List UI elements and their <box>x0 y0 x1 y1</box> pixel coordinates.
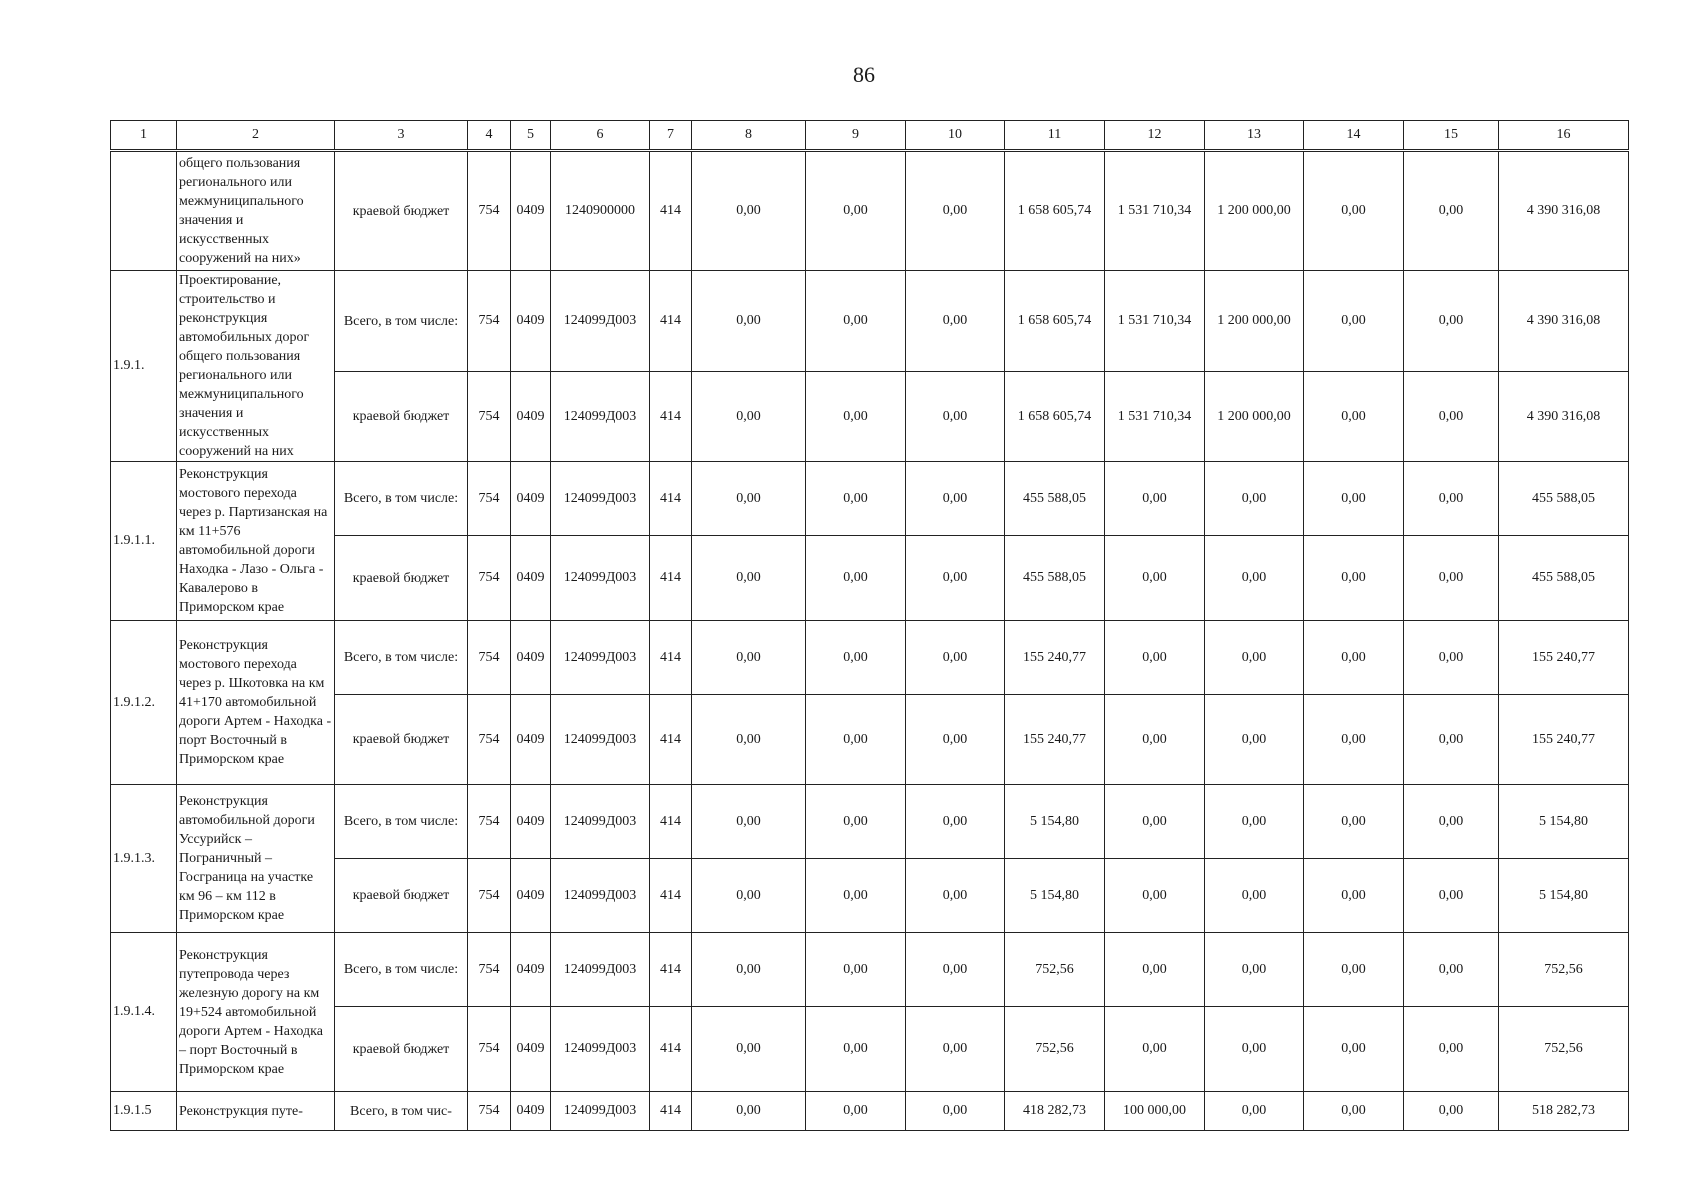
cell-c8: 0,00 <box>692 933 806 1007</box>
cell-c12: 0,00 <box>1105 695 1205 785</box>
cell-c14: 0,00 <box>1304 695 1404 785</box>
cell-c7: 414 <box>650 372 692 462</box>
cell-c10: 0,00 <box>906 785 1005 859</box>
cell-c14: 0,00 <box>1304 372 1404 462</box>
cell-c11: 455 588,05 <box>1005 462 1105 536</box>
funding-source: Всего, в том числе: <box>335 462 468 536</box>
cell-c12: 0,00 <box>1105 536 1205 621</box>
cell-c15: 0,00 <box>1404 271 1499 372</box>
cell-c4: 754 <box>468 785 511 859</box>
cell-c13: 0,00 <box>1205 621 1304 695</box>
item-number: 1.9.1.5 <box>111 1092 177 1131</box>
cell-c14: 0,00 <box>1304 859 1404 933</box>
cell-c5: 0409 <box>511 859 551 933</box>
cell-c12: 100 000,00 <box>1105 1092 1205 1131</box>
cell-c10: 0,00 <box>906 271 1005 372</box>
cell-c8: 0,00 <box>692 271 806 372</box>
cell-c4: 754 <box>468 151 511 271</box>
cell-c5: 0409 <box>511 271 551 372</box>
cell-c4: 754 <box>468 933 511 1007</box>
cell-c12: 0,00 <box>1105 462 1205 536</box>
cell-c15: 0,00 <box>1404 621 1499 695</box>
cell-c16: 518 282,73 <box>1499 1092 1629 1131</box>
cell-c9: 0,00 <box>806 933 906 1007</box>
cell-c12: 1 531 710,34 <box>1105 271 1205 372</box>
cell-c6: 124099Д003 <box>551 271 650 372</box>
cell-c14: 0,00 <box>1304 271 1404 372</box>
cell-c10: 0,00 <box>906 695 1005 785</box>
column-header: 2 <box>177 121 335 151</box>
cell-c15: 0,00 <box>1404 372 1499 462</box>
cell-c8: 0,00 <box>692 372 806 462</box>
cell-c16: 455 588,05 <box>1499 462 1629 536</box>
table-row <box>111 1092 1629 1131</box>
cell-c10: 0,00 <box>906 621 1005 695</box>
cell-c13: 0,00 <box>1205 785 1304 859</box>
cell-c9: 0,00 <box>806 151 906 271</box>
cell-c6: 124099Д003 <box>551 933 650 1007</box>
cell-c13: 1 200 000,00 <box>1205 271 1304 372</box>
cell-c4: 754 <box>468 271 511 372</box>
item-number <box>111 151 177 271</box>
cell-c6: 124099Д003 <box>551 621 650 695</box>
cell-c13: 1 200 000,00 <box>1205 151 1304 271</box>
item-number: 1.9.1.4. <box>111 933 177 1092</box>
column-header: 4 <box>468 121 511 151</box>
cell-c12: 1 531 710,34 <box>1105 151 1205 271</box>
cell-c5: 0409 <box>511 536 551 621</box>
cell-c13: 0,00 <box>1205 695 1304 785</box>
funding-source: краевой бюджет <box>335 695 468 785</box>
item-number: 1.9.1. <box>111 271 177 462</box>
cell-c14: 0,00 <box>1304 536 1404 621</box>
cell-c9: 0,00 <box>806 621 906 695</box>
cell-c16: 4 390 316,08 <box>1499 271 1629 372</box>
cell-c12: 0,00 <box>1105 1007 1205 1092</box>
cell-c15: 0,00 <box>1404 695 1499 785</box>
cell-c8: 0,00 <box>692 151 806 271</box>
funding-source: Всего, в том числе: <box>335 621 468 695</box>
cell-c8: 0,00 <box>692 1007 806 1092</box>
cell-c5: 0409 <box>511 785 551 859</box>
cell-c7: 414 <box>650 151 692 271</box>
cell-c7: 414 <box>650 1007 692 1092</box>
cell-c14: 0,00 <box>1304 151 1404 271</box>
cell-c5: 0409 <box>511 462 551 536</box>
cell-c9: 0,00 <box>806 785 906 859</box>
cell-c14: 0,00 <box>1304 1007 1404 1092</box>
cell-c5: 0409 <box>511 372 551 462</box>
cell-c9: 0,00 <box>806 536 906 621</box>
cell-c10: 0,00 <box>906 859 1005 933</box>
cell-c13: 0,00 <box>1205 1092 1304 1131</box>
cell-c14: 0,00 <box>1304 1092 1404 1131</box>
funding-source: краевой бюджет <box>335 536 468 621</box>
cell-c11: 155 240,77 <box>1005 621 1105 695</box>
cell-c10: 0,00 <box>906 536 1005 621</box>
cell-c6: 124099Д003 <box>551 536 650 621</box>
budget-table <box>110 120 1629 1131</box>
cell-c8: 0,00 <box>692 621 806 695</box>
cell-c6: 124099Д003 <box>551 1092 650 1131</box>
cell-c12: 0,00 <box>1105 859 1205 933</box>
page-number: 86 <box>853 62 875 87</box>
cell-c5: 0409 <box>511 621 551 695</box>
cell-c9: 0,00 <box>806 1092 906 1131</box>
cell-c13: 1 200 000,00 <box>1205 372 1304 462</box>
cell-c10: 0,00 <box>906 151 1005 271</box>
column-header: 1 <box>111 121 177 151</box>
cell-c11: 5 154,80 <box>1005 859 1105 933</box>
cell-c7: 414 <box>650 462 692 536</box>
cell-c14: 0,00 <box>1304 621 1404 695</box>
cell-c6: 124099Д003 <box>551 859 650 933</box>
cell-c15: 0,00 <box>1404 859 1499 933</box>
cell-c15: 0,00 <box>1404 462 1499 536</box>
cell-c8: 0,00 <box>692 695 806 785</box>
column-header: 12 <box>1105 121 1205 151</box>
table-row <box>111 933 1629 1007</box>
cell-c11: 5 154,80 <box>1005 785 1105 859</box>
table-row <box>111 151 1629 271</box>
cell-c15: 0,00 <box>1404 536 1499 621</box>
table-row <box>111 372 1629 462</box>
cell-c7: 414 <box>650 621 692 695</box>
column-header: 10 <box>906 121 1005 151</box>
table-row <box>111 859 1629 933</box>
item-description: общего пользования регионального или межмуниципального значения и искусственных сооружений на них» <box>177 151 335 271</box>
cell-c15: 0,00 <box>1404 151 1499 271</box>
cell-c13: 0,00 <box>1205 462 1304 536</box>
cell-c6: 124099Д003 <box>551 695 650 785</box>
cell-c6: 124099Д003 <box>551 372 650 462</box>
cell-c11: 752,56 <box>1005 933 1105 1007</box>
cell-c7: 414 <box>650 536 692 621</box>
cell-c16: 455 588,05 <box>1499 536 1629 621</box>
cell-c5: 0409 <box>511 1007 551 1092</box>
table-row <box>111 536 1629 621</box>
cell-c16: 4 390 316,08 <box>1499 372 1629 462</box>
cell-c15: 0,00 <box>1404 1092 1499 1131</box>
cell-c12: 1 531 710,34 <box>1105 372 1205 462</box>
column-header: 13 <box>1205 121 1304 151</box>
cell-c12: 0,00 <box>1105 933 1205 1007</box>
cell-c11: 1 658 605,74 <box>1005 151 1105 271</box>
funding-source: краевой бюджет <box>335 1007 468 1092</box>
cell-c16: 5 154,80 <box>1499 859 1629 933</box>
column-header: 16 <box>1499 121 1629 151</box>
cell-c5: 0409 <box>511 933 551 1007</box>
cell-c4: 754 <box>468 1092 511 1131</box>
cell-c16: 4 390 316,08 <box>1499 151 1629 271</box>
cell-c16: 5 154,80 <box>1499 785 1629 859</box>
cell-c7: 414 <box>650 785 692 859</box>
cell-c9: 0,00 <box>806 462 906 536</box>
item-description: Реконструкция путепровода через железную дорогу на км 19+524 автомобильной дороги Артем - Находка – порт Восточный в Приморском крае <box>177 933 335 1092</box>
cell-c8: 0,00 <box>692 1092 806 1131</box>
column-header: 11 <box>1005 121 1105 151</box>
cell-c14: 0,00 <box>1304 933 1404 1007</box>
cell-c13: 0,00 <box>1205 933 1304 1007</box>
cell-c4: 754 <box>468 859 511 933</box>
cell-c13: 0,00 <box>1205 859 1304 933</box>
table-header-row <box>111 121 1629 151</box>
table-row <box>111 621 1629 695</box>
funding-source: Всего, в том чис- <box>335 1092 468 1131</box>
cell-c4: 754 <box>468 536 511 621</box>
cell-c6: 124099Д003 <box>551 1007 650 1092</box>
cell-c11: 455 588,05 <box>1005 536 1105 621</box>
cell-c11: 1 658 605,74 <box>1005 372 1105 462</box>
cell-c10: 0,00 <box>906 933 1005 1007</box>
table-row <box>111 785 1629 859</box>
cell-c16: 752,56 <box>1499 933 1629 1007</box>
cell-c8: 0,00 <box>692 462 806 536</box>
cell-c6: 1240900000 <box>551 151 650 271</box>
cell-c7: 414 <box>650 933 692 1007</box>
cell-c5: 0409 <box>511 1092 551 1131</box>
cell-c8: 0,00 <box>692 859 806 933</box>
cell-c16: 155 240,77 <box>1499 695 1629 785</box>
cell-c7: 414 <box>650 271 692 372</box>
cell-c9: 0,00 <box>806 271 906 372</box>
cell-c11: 1 658 605,74 <box>1005 271 1105 372</box>
item-description: Реконструкция мостового перехода через р. Шкотовка на км 41+170 автомобильной дороги Артем - Находка - порт Восточный в Приморском крае <box>177 621 335 785</box>
cell-c14: 0,00 <box>1304 462 1404 536</box>
cell-c4: 754 <box>468 1007 511 1092</box>
cell-c8: 0,00 <box>692 785 806 859</box>
cell-c5: 0409 <box>511 695 551 785</box>
cell-c15: 0,00 <box>1404 785 1499 859</box>
cell-c7: 414 <box>650 859 692 933</box>
column-header: 3 <box>335 121 468 151</box>
column-header: 14 <box>1304 121 1404 151</box>
cell-c14: 0,00 <box>1304 785 1404 859</box>
cell-c12: 0,00 <box>1105 621 1205 695</box>
cell-c6: 124099Д003 <box>551 462 650 536</box>
cell-c11: 418 282,73 <box>1005 1092 1105 1131</box>
cell-c9: 0,00 <box>806 695 906 785</box>
cell-c7: 414 <box>650 1092 692 1131</box>
cell-c11: 752,56 <box>1005 1007 1105 1092</box>
cell-c10: 0,00 <box>906 1092 1005 1131</box>
cell-c10: 0,00 <box>906 462 1005 536</box>
item-description: Проектирование, строительство и реконструкция автомобильных дорог общего пользования регионального или межмуниципального значения и искусственных сооружений на них <box>177 271 335 462</box>
cell-c13: 0,00 <box>1205 1007 1304 1092</box>
cell-c9: 0,00 <box>806 859 906 933</box>
funding-source: краевой бюджет <box>335 859 468 933</box>
column-header: 5 <box>511 121 551 151</box>
cell-c13: 0,00 <box>1205 536 1304 621</box>
cell-c7: 414 <box>650 695 692 785</box>
item-description: Реконструкция путе- <box>177 1092 335 1131</box>
cell-c4: 754 <box>468 372 511 462</box>
cell-c16: 752,56 <box>1499 1007 1629 1092</box>
funding-source: Всего, в том числе: <box>335 785 468 859</box>
item-number: 1.9.1.1. <box>111 462 177 621</box>
column-header: 8 <box>692 121 806 151</box>
item-description: Реконструкция автомобильной дороги Уссурийск – Пограничный – Госграница на участке км 96 – км 112 в Приморском крае <box>177 785 335 933</box>
cell-c15: 0,00 <box>1404 1007 1499 1092</box>
cell-c6: 124099Д003 <box>551 785 650 859</box>
funding-source: Всего, в том числе: <box>335 933 468 1007</box>
funding-source: краевой бюджет <box>335 151 468 271</box>
cell-c11: 155 240,77 <box>1005 695 1105 785</box>
cell-c8: 0,00 <box>692 536 806 621</box>
cell-c16: 155 240,77 <box>1499 621 1629 695</box>
table-row <box>111 695 1629 785</box>
cell-c4: 754 <box>468 621 511 695</box>
cell-c9: 0,00 <box>806 1007 906 1092</box>
cell-c4: 754 <box>468 462 511 536</box>
column-header: 6 <box>551 121 650 151</box>
table-row <box>111 462 1629 536</box>
cell-c12: 0,00 <box>1105 785 1205 859</box>
funding-source: Всего, в том числе: <box>335 271 468 372</box>
item-description: Реконструкция мостового перехода через р. Партизанская на км 11+576 автомобильной дороги Находка - Лазо - Ольга - Кавалерово в Приморском крае <box>177 462 335 621</box>
column-header: 7 <box>650 121 692 151</box>
column-header: 9 <box>806 121 906 151</box>
funding-source: краевой бюджет <box>335 372 468 462</box>
cell-c9: 0,00 <box>806 372 906 462</box>
item-number: 1.9.1.3. <box>111 785 177 933</box>
item-number: 1.9.1.2. <box>111 621 177 785</box>
cell-c4: 754 <box>468 695 511 785</box>
cell-c15: 0,00 <box>1404 933 1499 1007</box>
cell-c5: 0409 <box>511 151 551 271</box>
cell-c10: 0,00 <box>906 1007 1005 1092</box>
cell-c10: 0,00 <box>906 372 1005 462</box>
column-header: 15 <box>1404 121 1499 151</box>
table-row <box>111 1007 1629 1092</box>
table-row <box>111 271 1629 372</box>
